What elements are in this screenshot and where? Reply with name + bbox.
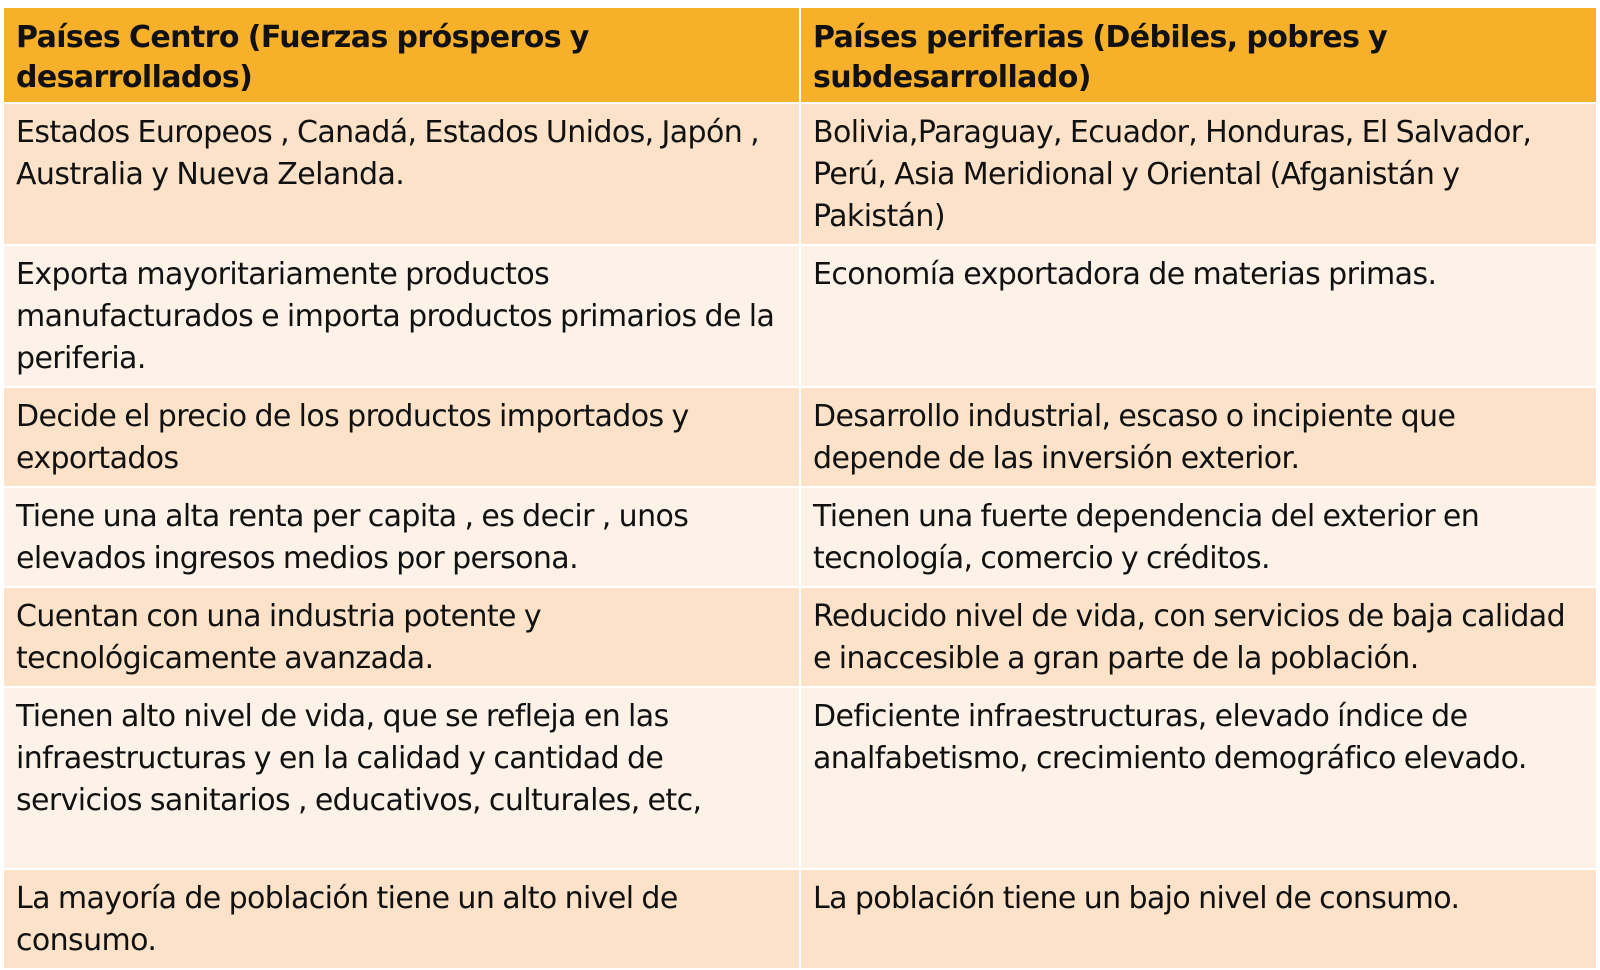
table-row xyxy=(3,687,1597,869)
header-periferia: Países periferias (Débiles, pobres y subdesarrollado) xyxy=(800,7,1597,103)
cell-centro: Tienen alto nivel de vida, que se refleja en las infraestructuras y en la calidad y cantidad de servicios sanitarios , educativos, culturales, etc, xyxy=(3,687,800,869)
table-row xyxy=(3,245,1597,387)
header-row xyxy=(3,7,1597,103)
table-row xyxy=(3,487,1597,587)
table-row xyxy=(3,103,1597,245)
cell-periferia: Bolivia,Paraguay, Ecuador, Honduras, El Salvador, Perú, Asia Meridional y Oriental (Afganistán y Pakistán) xyxy=(800,103,1597,245)
cell-centro: La mayoría de población tiene un alto nivel de consumo. xyxy=(3,869,800,969)
cell-centro: Estados Europeos , Canadá, Estados Unidos, Japón , Australia y Nueva Zelanda. xyxy=(3,103,800,245)
cell-periferia: Desarrollo industrial, escaso o incipiente que depende de las inversión exterior. xyxy=(800,387,1597,487)
table-row xyxy=(3,587,1597,687)
cell-centro: Exporta mayoritariamente productos manufacturados e importa productos primarios de la periferia. xyxy=(3,245,800,387)
cell-periferia: La población tiene un bajo nivel de consumo. xyxy=(800,869,1597,969)
cell-periferia: Reducido nivel de vida, con servicios de baja calidad e inaccesible a gran parte de la población. xyxy=(800,587,1597,687)
comparison-table xyxy=(2,6,1598,970)
cell-periferia: Economía exportadora de materias primas. xyxy=(800,245,1597,387)
cell-periferia: Tienen una fuerte dependencia del exterior en tecnología, comercio y créditos. xyxy=(800,487,1597,587)
cell-centro: Cuentan con una industria potente y tecnológicamente avanzada. xyxy=(3,587,800,687)
table-row xyxy=(3,387,1597,487)
table-row xyxy=(3,869,1597,969)
cell-centro: Decide el precio de los productos importados y exportados xyxy=(3,387,800,487)
comparison-table-container xyxy=(2,6,1596,970)
cell-centro: Tiene una alta renta per capita , es decir , unos elevados ingresos medios por persona. xyxy=(3,487,800,587)
cell-periferia: Deficiente infraestructuras, elevado índice de analfabetismo, crecimiento demográfico elevado. xyxy=(800,687,1597,869)
header-centro: Países Centro (Fuerzas prósperos y desarrollados) xyxy=(3,7,800,103)
